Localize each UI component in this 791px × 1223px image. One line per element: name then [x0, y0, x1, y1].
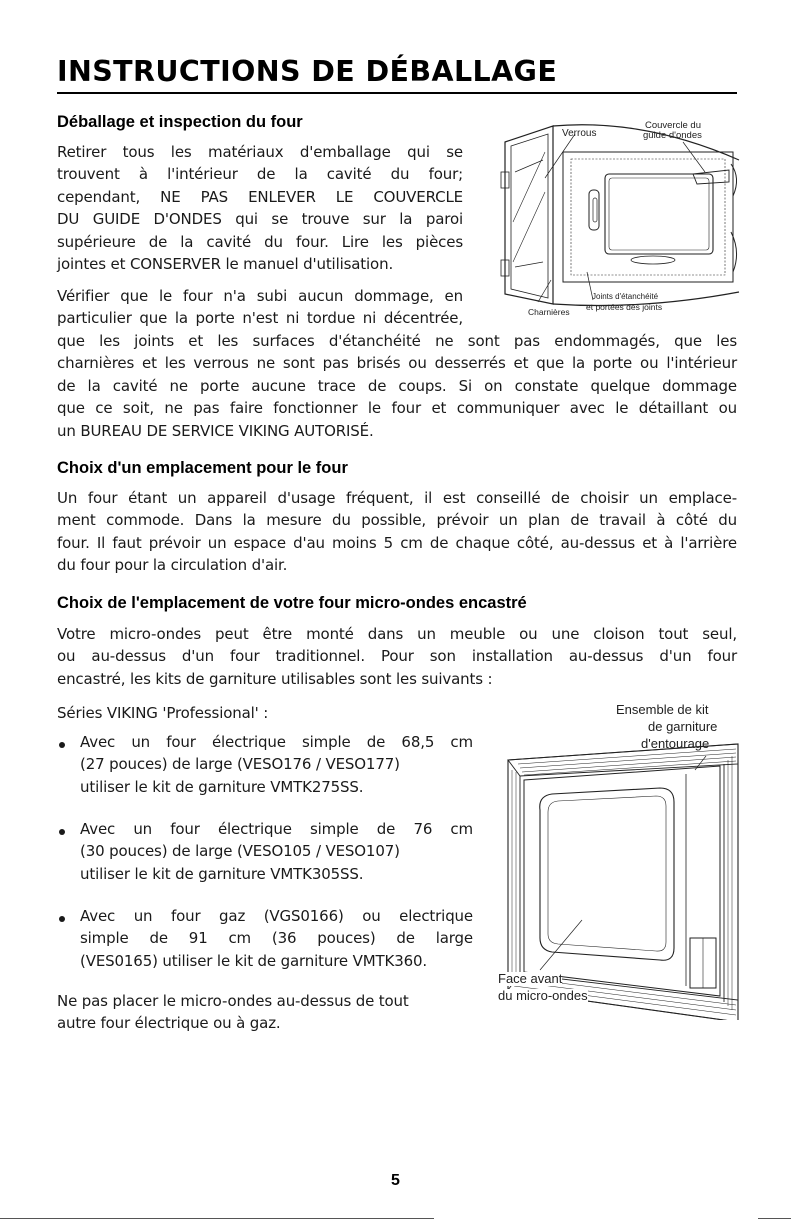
- text-line: trouvent à l'intérieur de la cavité du four;: [57, 165, 463, 184]
- figure-label-waveguide-cover-line2: guide d'ondes: [643, 130, 702, 141]
- text-line: que ce soit, ne pas faire fonctionner le four et communiquer avec le détaillant ou: [57, 399, 737, 418]
- text-line: particulier que la porte n'est ni tordue ni décentrée,: [57, 309, 463, 328]
- section-heading-unpacking: Déballage et inspection du four: [57, 113, 303, 131]
- text-line: Un four étant un appareil d'usage fréquent, il est conseillé de choisir un emplace-: [57, 489, 737, 507]
- figure-label-trim-kit-line2: de garniture: [648, 719, 718, 734]
- warning-paragraph: [57, 990, 477, 1035]
- text-line: Retirer tous les matériaux d'emballage qui se: [57, 143, 463, 161]
- text-line: cependant, NE PAS ENLEVER LE COUVERCLE: [57, 187, 463, 206]
- text-line: encastré, les kits de garniture utilisables sont les suivants :: [57, 669, 493, 688]
- inspection-paragraph-wide: [57, 330, 737, 442]
- inspection-paragraph-narrow: [57, 285, 463, 330]
- text-line: jointes et CONSERVER le manuel d'utilisation.: [57, 255, 394, 274]
- built-in-intro-paragraph: [57, 623, 737, 690]
- text-line: utiliser le kit de garniture VMTK305SS.: [80, 864, 364, 883]
- section-heading-location: Choix d'un emplacement pour le four: [57, 459, 348, 477]
- figure-label-seals-line1: Joints d'étanchéité: [592, 292, 659, 301]
- section-heading-built-in: Choix de l'emplacement de votre four micro-ondes encastré: [57, 594, 527, 612]
- text-line: Avec un four électrique simple de 68,5 cm: [80, 733, 473, 751]
- text-line: (VES0165) utiliser le kit de garniture VMTK360.: [80, 951, 428, 970]
- text-line: que les joints et les surfaces d'étanchéité ne sont pas endommagés, que les: [57, 332, 737, 350]
- location-paragraph: [57, 487, 737, 577]
- text-line: Avec un four gaz (VGS0166) ou electrique: [80, 907, 473, 925]
- text-line: four. Il faut prévoir un espace d'au moins 5 cm de chaque côté, au-dessus et à l'arrière: [57, 533, 737, 552]
- text-line: supérieure de la cavité du four. Lire les pièces: [57, 232, 463, 251]
- text-line: de la cavité ne porte aucune trace de coups. Si on constate quelque dommage: [57, 376, 737, 395]
- figure-label-trim-kit-line3: d'entourage: [641, 736, 710, 751]
- text-line: Avec un four électrique simple de 76 cm: [80, 820, 473, 838]
- page-title: INSTRUCTIONS DE DÉBALLAGE: [57, 55, 558, 88]
- text-line: Ne pas placer le micro-ondes au-dessus de tout: [57, 992, 409, 1010]
- text-line: Votre micro-ondes peut être monté dans un meuble ou une cloison tout seul,: [57, 625, 737, 643]
- figure-label-waveguide-cover-line1: Couvercle du: [645, 120, 701, 131]
- text-line: simple de 91 cm (36 pouces) de large: [80, 929, 473, 948]
- text-line: ou au-dessus d'un four traditionnel. Pour son installation au-dessus d'un four: [57, 647, 737, 666]
- figure-label-front-line2: du micro-ondes: [498, 988, 588, 1003]
- text-line: (30 pouces) de large (VESO105 / VESO107): [80, 842, 400, 861]
- figure-label-seals-line2: et portées des joints: [586, 302, 663, 312]
- text-line: utiliser le kit de garniture VMTK275SS.: [80, 777, 364, 796]
- bullet-marker: [59, 742, 65, 748]
- text-line: charnières et les verrous ne sont pas brisés ou desserrés et que la porte ou l'intérieur: [57, 354, 737, 373]
- bottom-edge-line: [0, 1218, 434, 1219]
- unpacking-paragraph: [57, 141, 463, 275]
- series-label: Séries VIKING 'Professional' :: [57, 704, 269, 722]
- figure-label-trim-kit-line1: Ensemble de kit: [616, 702, 709, 717]
- title-divider: [57, 92, 737, 94]
- bottom-edge-line: [758, 1218, 791, 1219]
- figure-label-hinges: Charnières: [528, 307, 570, 317]
- microwave-open-door-figure: [493, 112, 743, 327]
- text-line: autre four électrique ou à gaz.: [57, 1014, 281, 1033]
- bullet-marker: [59, 829, 65, 835]
- trim-kit-figure: [490, 700, 740, 1020]
- bullet-item: [80, 818, 473, 885]
- bullet-item: [80, 731, 473, 798]
- text-line: du four pour la circulation d'air.: [57, 556, 288, 575]
- figure-label-latches: Verrous: [562, 128, 597, 139]
- page-number: 5: [391, 1172, 400, 1189]
- text-line: ment commode. Dans la mesure du possible, prévoir un plan de travail à côté du: [57, 511, 737, 530]
- figure-label-front-line1: Face avant: [498, 971, 563, 986]
- text-line: un BUREAU DE SERVICE VIKING AUTORISÉ.: [57, 421, 374, 440]
- text-line: DU GUIDE D'ONDES qui se trouve sur la paroi: [57, 210, 463, 229]
- text-line: (27 pouces) de large (VESO176 / VESO177): [80, 755, 400, 774]
- bullet-marker: [59, 916, 65, 922]
- bullet-item: [80, 905, 473, 972]
- text-line: Vérifier que le four n'a subi aucun dommage, en: [57, 287, 463, 305]
